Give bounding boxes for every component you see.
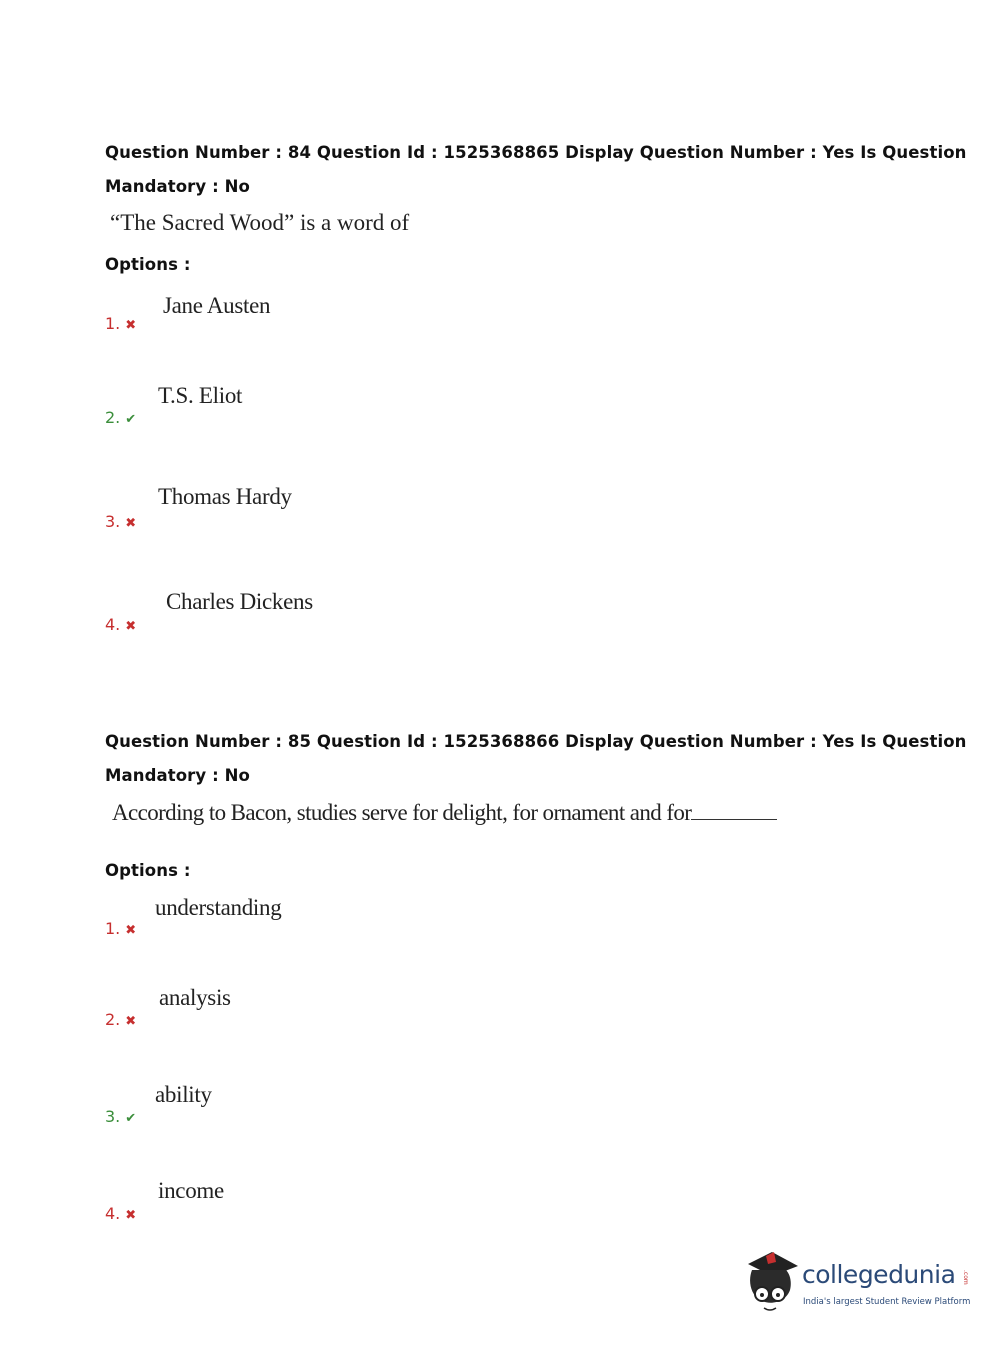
q85-option-2-marker — [105, 1010, 136, 1029]
option-number: 1. — [105, 919, 121, 938]
option-number: 2. — [105, 408, 121, 427]
q84-option-1-text: Jane Austen — [163, 293, 271, 318]
question-85-text-content: According to Bacon, studies serve for delight, for ornament and for — [112, 800, 692, 825]
question-85-options-label: Options : — [105, 861, 191, 880]
cross-icon: ✖ — [125, 619, 137, 634]
question-84-text: “The Sacred Wood” is a word of — [110, 210, 410, 235]
option-number: 4. — [105, 615, 121, 634]
question-85-meta: Question Number : 85 Question Id : 1525368866 Display Question Number : Yes Is Question — [105, 732, 967, 751]
answer-blank-line — [691, 801, 777, 820]
q84-option-4-marker — [105, 615, 136, 634]
q85-option-4-marker — [105, 1204, 136, 1223]
q85-option-4-text: income — [158, 1178, 224, 1203]
q84-option-2-marker — [105, 408, 136, 427]
option-number: 1. — [105, 314, 121, 333]
question-85-mandatory: Mandatory : No — [105, 766, 250, 785]
q85-option-3-text: ability — [155, 1082, 212, 1107]
check-icon: ✔ — [125, 1111, 137, 1126]
q84-option-3-text: Thomas Hardy — [158, 484, 292, 509]
logo-suffix: .com — [962, 1270, 969, 1285]
mascot-icon — [742, 1250, 802, 1320]
q84-option-3-marker — [105, 512, 136, 531]
q84-option-2-text: T.S. Eliot — [158, 383, 243, 408]
q84-option-1-marker — [105, 314, 136, 333]
logo-wordmark: collegedunia — [802, 1260, 956, 1289]
cross-icon: ✖ — [125, 1208, 137, 1223]
cross-icon: ✖ — [125, 923, 137, 938]
cross-icon: ✖ — [125, 1014, 137, 1029]
option-number: 4. — [105, 1204, 121, 1223]
q85-option-1-text: understanding — [155, 895, 282, 920]
logo-tagline: India's largest Student Review Platform — [803, 1297, 971, 1307]
question-84-options-label: Options : — [105, 255, 191, 274]
collegedunia-logo — [742, 1250, 972, 1322]
option-number: 3. — [105, 1107, 121, 1126]
question-84-mandatory: Mandatory : No — [105, 177, 250, 196]
question-84-meta: Question Number : 84 Question Id : 1525368865 Display Question Number : Yes Is Question — [105, 143, 967, 162]
option-number: 3. — [105, 512, 121, 531]
question-85-text — [112, 800, 777, 826]
q84-option-4-text: Charles Dickens — [166, 589, 313, 614]
cross-icon: ✖ — [125, 318, 137, 333]
q85-option-2-text: analysis — [159, 985, 231, 1010]
q85-option-1-marker — [105, 919, 136, 938]
cross-icon: ✖ — [125, 516, 137, 531]
q85-option-3-marker — [105, 1107, 136, 1126]
option-number: 2. — [105, 1010, 121, 1029]
check-icon: ✔ — [125, 412, 137, 427]
